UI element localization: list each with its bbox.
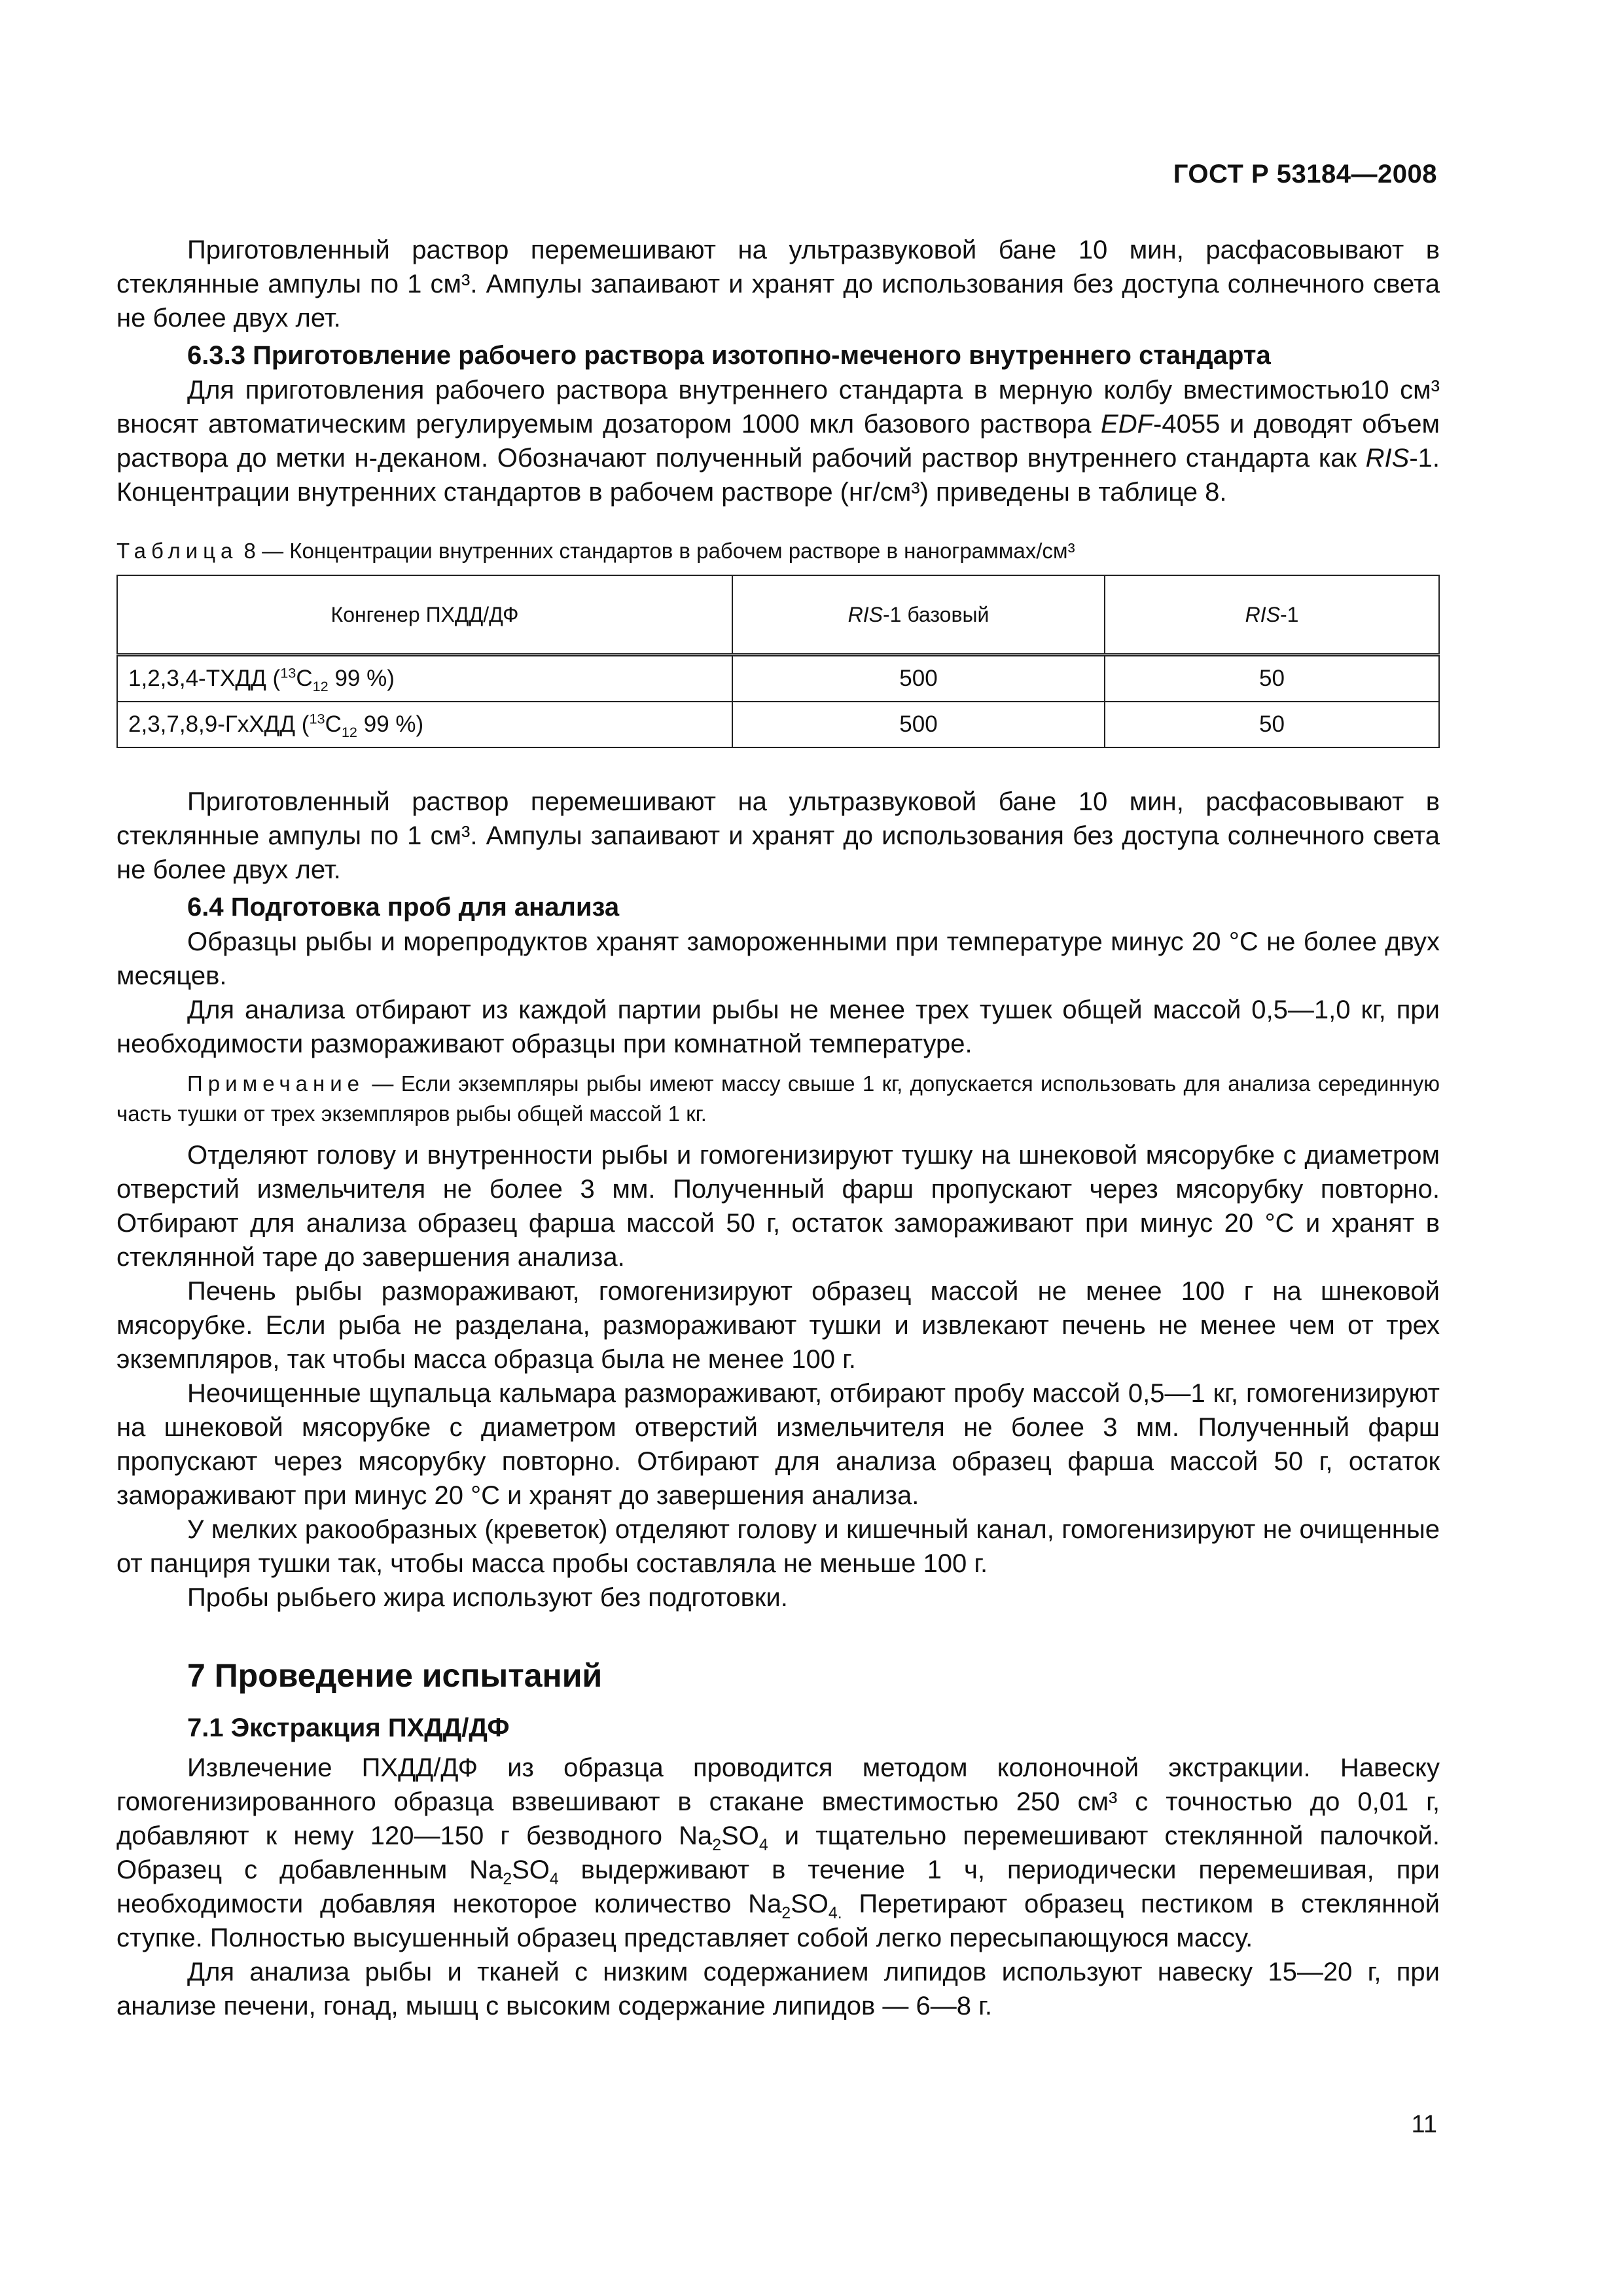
paragraph-fish-oil: Пробы рыбьего жира используют без подготовки.	[187, 1583, 788, 1612]
cell-text: 99 %)	[328, 666, 395, 691]
subscript: 2	[712, 1837, 722, 1854]
page-content	[116, 233, 1440, 2023]
text-run: -1. Концентрации внутренних стандартов в рабочем растворе (нг/см³) приведены в таблице 8.	[116, 444, 1440, 507]
paragraph-shrimp: У мелких ракообразных (креветок) отделяют голову и кишечный канал, гомогенизируют не очищенные от панциря тушки так, чтобы масса пробы составляла не меньше 100 г.	[116, 1515, 1440, 1578]
paragraph-sample-mass: Для анализа рыбы и тканей с низким содержанием липидов используют навеску 15—20 г, при анализе печени, гонад, мышц с высоким содержание липидов — 6—8 г.	[116, 1958, 1440, 2020]
table-8-caption	[116, 537, 1440, 565]
text-run: -4055 и доводят объем раствора до метки н-деканом. Обозначают полученный рабочий раствор внутреннего стандарта как	[116, 410, 1440, 473]
section-7-heading: 7 Проведение испытаний	[187, 1657, 603, 1694]
note	[116, 1069, 1440, 1129]
text-run: и тщательно перемешивают стеклянной палочкой. Образец с добавленным Na	[116, 1821, 1440, 1884]
text-run-italic: RIS	[1365, 444, 1410, 473]
header-rest: -1	[1279, 602, 1299, 626]
cell-ris1: 50	[1105, 655, 1439, 702]
subscript: 4	[549, 1871, 559, 1888]
note-label: Примечание	[187, 1071, 365, 1096]
paragraph-homogenize-fish: Отделяют голову и внутренности рыбы и гомогенизируют тушку на шнековой мясорубке с диаметром отверстий измельчителя не более 3 мм. Полученный фарш пропускают через мясорубку повторно. Отбирают для анализа образец фарша массой 50 г, остаток замораживают при минус 20 °С и хранят в стеклянной таре до завершения анализа.	[116, 1141, 1440, 1272]
cell-isotope: 13	[309, 710, 325, 727]
cell-ris1-base: 500	[732, 655, 1105, 702]
cell-text: 1,2,3,4-ТХДД (	[128, 666, 281, 691]
paragraph-extraction	[116, 1751, 1440, 1955]
header-italic: RIS	[1245, 602, 1280, 626]
text-run: Извлечение ПХДД/ДФ из образца проводится методом колоночной экстракции. Навеску гомогенизированного образца взвешивают в стакане вместимостью 250 см³ с точностью до 0,01 г, добавляют к нему 120—150 г безводного Na	[116, 1753, 1440, 1850]
text-run: SO	[791, 1890, 829, 1918]
cell-text: 99 %)	[357, 711, 424, 737]
subscript: 4	[758, 1837, 768, 1854]
header-italic: RIS	[847, 602, 883, 626]
table-header-row	[117, 575, 1439, 655]
table-caption-text: 8 — Концентрации внутренних стандартов в рабочем растворе в нанограммах/см³	[238, 539, 1075, 563]
text-run-italic: EDF	[1101, 410, 1154, 439]
cell-text: C	[325, 711, 342, 737]
section-6-4-heading: 6.4 Подготовка проб для анализа	[187, 893, 620, 922]
table-row	[117, 655, 1439, 702]
text-run: SO	[512, 1856, 550, 1884]
paragraph-squid: Неочищенные щупальца кальмара размораживают, отбирают пробу массой 0,5—1 кг, гомогенизируют на шнековой мясорубке с диаметром отверстий измельчителя не более 3 мм. Полученный фарш пропускают через мясорубку повторно. Отбирают для анализа образец фарша массой 50 г, остаток замораживают при минус 20 °С и хранят до завершения анализа.	[116, 1379, 1440, 1510]
cell-congener	[117, 702, 732, 747]
section-6-3-3-heading: 6.3.3 Приготовление рабочего раствора изотопно-меченого внутреннего стандарта	[187, 341, 1271, 370]
cell-ris1: 50	[1105, 702, 1439, 747]
section-7-1-heading: 7.1 Экстракция ПХДД/ДФ	[187, 1713, 510, 1742]
table-row	[117, 702, 1439, 747]
header-rest: -1 базовый	[882, 602, 990, 626]
header-congener: Конгенер ПХДД/ДФ	[117, 575, 732, 655]
cell-subscript: 12	[312, 678, 329, 694]
cell-text: 2,3,7,8,9-ГхХДД (	[128, 711, 310, 737]
text-run: SO	[721, 1821, 759, 1850]
table-8	[116, 575, 1440, 748]
paragraph-sampling: Для анализа отбирают из каждой партии рыбы не менее трех тушек общей массой 0,5—1,0 кг, при необходимости размораживают образцы при комнатной температуре.	[116, 996, 1440, 1058]
table-caption-label: Таблица	[116, 539, 238, 563]
cell-subscript: 12	[341, 724, 357, 740]
header-ris1	[1105, 575, 1439, 655]
paragraph-prepared-solution-1: Приготовленный раствор перемешивают на ультразвуковой бане 10 мин, расфасовывают в стеклянные ампулы по 1 см³. Ампулы запаивают и хранят до использования без доступа солнечного света не более двух лет.	[116, 236, 1440, 332]
standard-header: ГОСТ Р 53184—2008	[1173, 160, 1437, 188]
text-run: Перетирают образец пестиком в стеклянной ступке. Полностью высушенный образец представляет собой легко пересыпающуюся массу.	[116, 1890, 1440, 1952]
paragraph-working-solution	[116, 373, 1440, 509]
note-text: — Если экземпляры рыбы имеют массу свыше 1 кг, допускается использовать для анализа серединную часть тушки от трех экземпляров рыбы общей массой 1 кг.	[116, 1071, 1440, 1126]
header-ris1-base	[732, 575, 1105, 655]
text-run: Для приготовления рабочего раствора внутреннего стандарта в мерную колбу вместимостью10 см³ вносят автоматическим регулируемым дозатором 1000 мкл базового раствора	[116, 376, 1440, 439]
paragraph-liver: Печень рыбы размораживают, гомогенизируют образец массой не менее 100 г на шнековой мясорубке. Если рыба не разделана, размораживают тушки и извлекают печень не менее чем от трех экземпляров, так чтобы масса образца была не менее 100 г.	[116, 1277, 1440, 1374]
paragraph-prepared-solution-2: Приготовленный раствор перемешивают на ультразвуковой бане 10 мин, расфасовывают в стеклянные ампулы по 1 см³. Ампулы запаивают и хранят до использования без доступа солнечного света не более двух лет.	[116, 787, 1440, 884]
text-run: выдерживают в течение 1 ч, периодически перемешивая, при необходимости добавляя некоторое количество Na	[116, 1856, 1440, 1918]
subscript: 4.	[828, 1905, 842, 1922]
cell-ris1-base: 500	[732, 702, 1105, 747]
cell-text: C	[296, 666, 313, 691]
page-number: 11	[1411, 2111, 1437, 2138]
subscript: 2	[503, 1871, 512, 1888]
cell-isotope: 13	[280, 664, 296, 681]
paragraph-storage: Образцы рыбы и морепродуктов хранят замороженными при температуре минус 20 °С не более двух месяцев.	[116, 927, 1440, 990]
cell-congener	[117, 655, 732, 702]
subscript: 2	[781, 1905, 791, 1922]
